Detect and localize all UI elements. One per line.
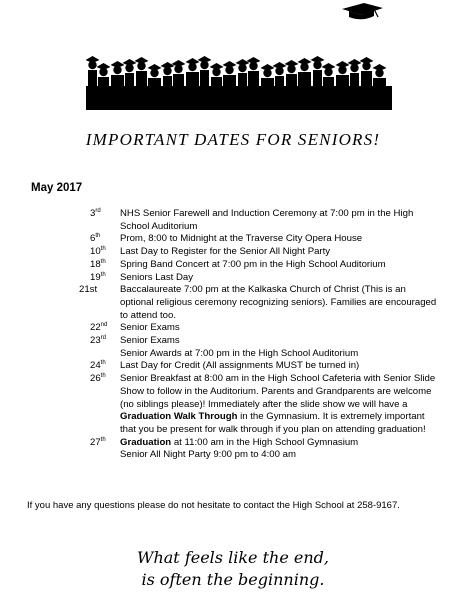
event-text: Seniors Last Day <box>120 271 194 283</box>
event-row <box>79 437 439 450</box>
event-date: 21st <box>79 284 98 296</box>
event-row <box>79 348 439 361</box>
graduates-banner <box>86 48 392 110</box>
events-list <box>79 208 439 462</box>
event-text: Graduation at 11:00 am in the High School Gymnasium <box>120 436 359 448</box>
contact-note: If you have any questions please do not hesitate to contact the High School at 258-9167. <box>27 500 400 511</box>
month-heading: May 2017 <box>31 182 83 194</box>
event-row <box>79 449 439 462</box>
event-date <box>79 348 120 361</box>
event-row <box>79 259 439 272</box>
page-title: IMPORTANT DATES FOR SENIORS! <box>85 130 381 149</box>
event-row <box>79 373 439 437</box>
event-row <box>79 246 439 259</box>
event-row <box>79 335 439 348</box>
quote-line-2: is often the beginning. <box>141 570 325 589</box>
event-date: 19th <box>90 271 106 283</box>
closing-quote <box>0 547 466 591</box>
event-row <box>79 208 439 233</box>
event-date: 18th <box>90 258 106 270</box>
graduation-cap-icon <box>340 2 384 22</box>
event-row <box>79 360 439 373</box>
event-row <box>79 284 439 322</box>
quote-line-1: What feels like the end, <box>137 548 329 567</box>
event-text: Spring Band Concert at 7:00 pm in the High School Auditorium <box>120 258 386 270</box>
event-row <box>79 272 439 285</box>
event-text: Prom, 8:00 to Midnight at the Traverse City Opera House <box>120 233 363 245</box>
event-date: 26th <box>90 373 106 385</box>
event-date: 23rd <box>90 335 107 347</box>
event-date <box>79 449 120 462</box>
event-date: 6th <box>90 233 101 245</box>
event-row <box>79 233 439 246</box>
event-date: 27th <box>90 436 106 448</box>
event-date: 24th <box>90 360 106 372</box>
event-text: Last Day for Credit (All assignments MUST be turned in) <box>120 360 360 372</box>
event-text: Senior All Night Party 9:00 pm to 4:00 am <box>120 449 296 461</box>
event-text: Senior Exams <box>120 335 180 347</box>
event-text: Baccalaureate 7:00 pm at the Kalkaska Church of Christ (This is an optional religious ceremony recognizing seniors). Families are encouraged to attend too. <box>120 284 437 321</box>
event-text: Last Day to Register for the Senior All Night Party <box>120 246 331 258</box>
event-row <box>79 322 439 335</box>
event-text: NHS Senior Farewell and Induction Ceremony at 7:00 pm in the High School Auditorium <box>120 208 414 232</box>
event-text: Senior Breakfast at 8:00 am in the High School Cafeteria with Senior Slide Show to follow in the Auditorium. Parents and Grandparents are welcome (no siblings please)! Immediately after the slide show we will have a Graduation Walk Through in the Gymnasium. It is extremely important that you be present for walk through if you plan on attending graduation! <box>120 373 436 435</box>
event-text: Senior Awards at 7:00 pm in the High School Auditorium <box>120 347 359 359</box>
event-date: 10th <box>90 246 106 258</box>
event-date: 22nd <box>90 322 108 334</box>
event-text: Senior Exams <box>120 322 180 334</box>
event-date: 3rd <box>90 208 101 219</box>
